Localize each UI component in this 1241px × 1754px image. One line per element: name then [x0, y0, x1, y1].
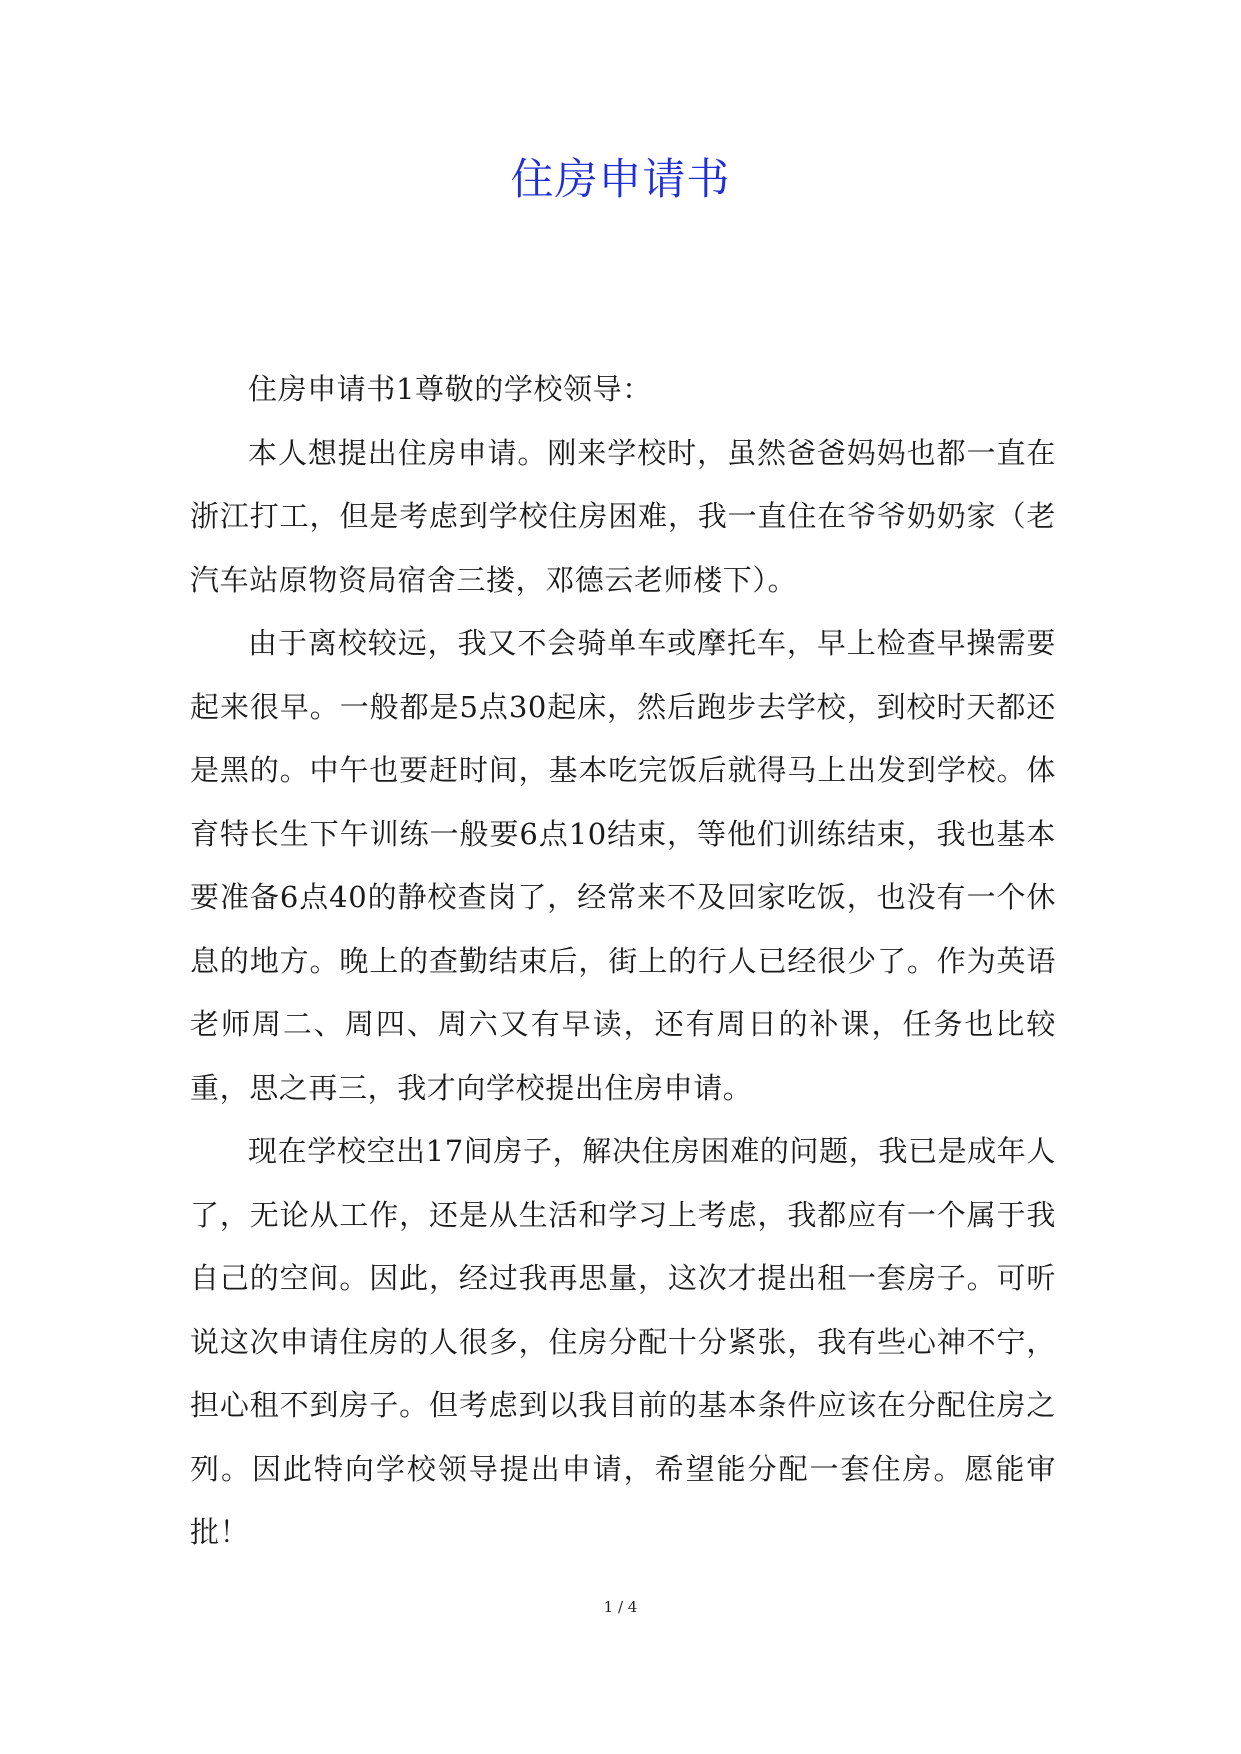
body-paragraph-3: 现在学校空出17间房子，解决住房困难的问题，我已是成年人了，无论从工作，还是从生活和学习上考虑，我都应有一个属于我自己的空间。因此，经过我再思量，这次才提出租一套房子。可听说这次申请住房的人很多，住房分配十分紧张，我有些心神不宁，担心租不到房子。但考虑到以我目前的基本条件应该在分配住房之列。因此特向学校领导提出申请，希望能分配一套住房。愿能审批！ — [190, 1134, 1056, 1549]
document-body — [190, 358, 1056, 1565]
salutation-paragraph: 住房申请书1尊敬的学校领导： — [248, 372, 652, 406]
body-paragraph-2: 由于离校较远，我又不会骑单车或摩托车，早上检查早操需要起来很早。一般都是5点30起床，然后跑步去学校，到校时天都还是黑的。中午也要赶时间，基本吃完饭后就得马上出发到学校。体育特长生下午训练一般要6点10结束，等他们训练结束，我也基本要准备6点40的静校查岗了，经常来不及回家吃饭，也没有一个休息的地方。晚上的查勤结束后，街上的行人已经很少了。作为英语老师周二、周四、周六又有早读，还有周日的补课，任务也比较重，思之再三，我才向学校提出住房申请。 — [190, 626, 1056, 1105]
body-paragraph-1: 本人想提出住房申请。刚来学校时，虽然爸爸妈妈也都一直在浙江打工，但是考虑到学校住房困难，我一直住在爷爷奶奶家（老汽车站原物资局宿舍三搂，邓德云老师楼下）。 — [190, 435, 1056, 597]
document-title: 住房申请书 — [510, 155, 731, 205]
page-number: 1 / 4 — [603, 1598, 638, 1616]
